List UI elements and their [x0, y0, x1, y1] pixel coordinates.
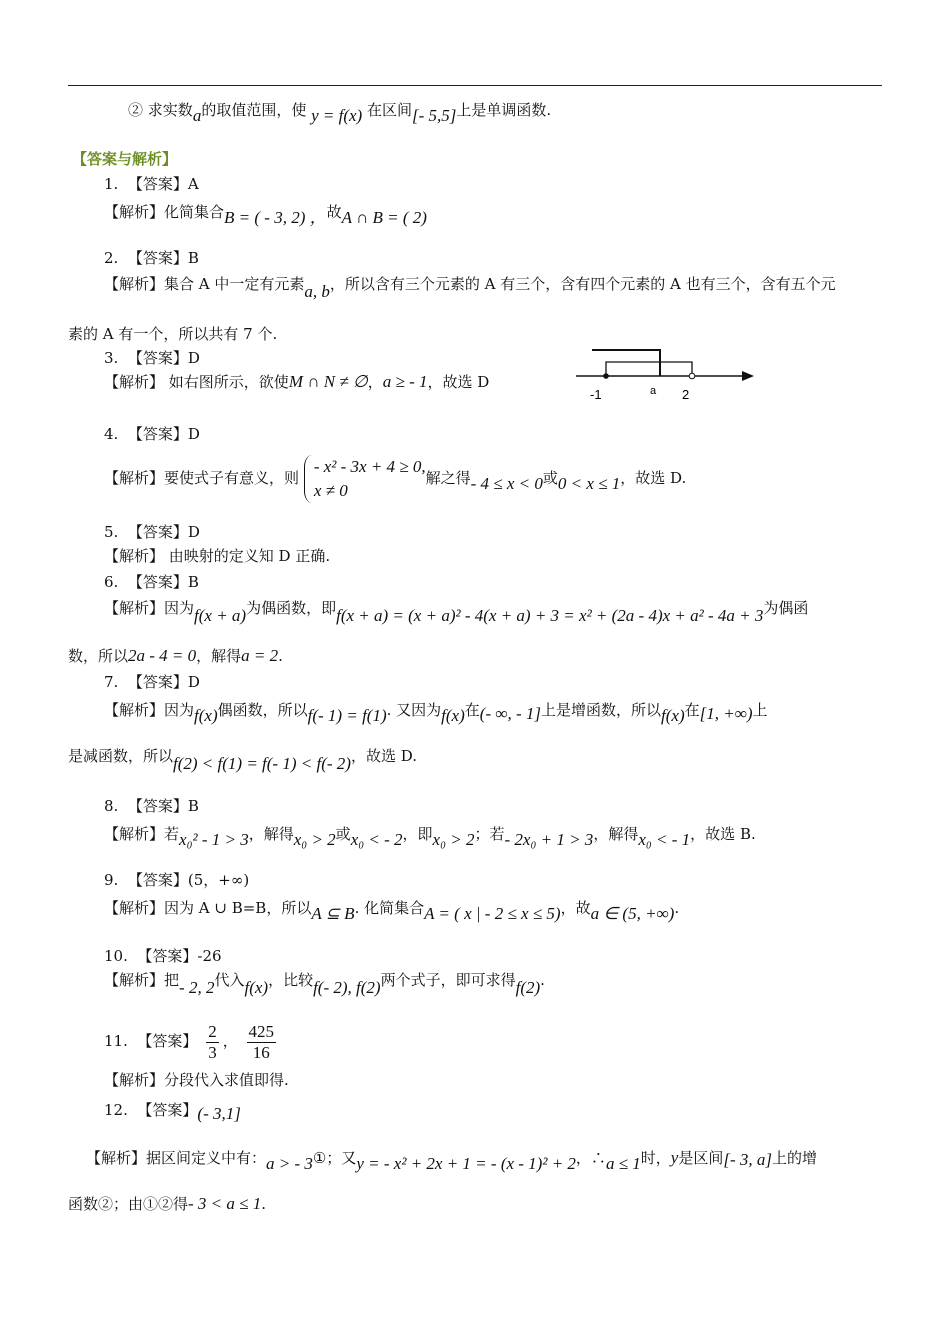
- q2-explanation-2: 素的 A 有一个，所以共有 7 个.: [68, 325, 278, 343]
- fraction-1: $\frac{2}{3}$: [208, 1021, 217, 1062]
- label-2: 2: [682, 387, 690, 402]
- label-a: a: [650, 385, 657, 397]
- set-n-bracket: [606, 362, 692, 376]
- q7-explanation-2: 是减函数，所以f(2) < f(1) = f(- 1) < f(- 2)，故选 D.: [68, 747, 417, 773]
- q10-answer: 10. 【答案】-26: [104, 947, 222, 965]
- section-title: 【答案与解析】: [72, 150, 178, 168]
- q1-explanation: 【解析】化简集合B = ( - 3, 2) ，故A ∩ B = ( 2): [104, 203, 427, 227]
- q11-answer: 11. 【答案】 $\frac{2}{3}$ ， $\frac{425}{16}$: [104, 1021, 274, 1062]
- header-rule: [68, 85, 882, 86]
- q6-explanation-1: 【解析】因为f(x + a)为偶函数，即f(x + a) = (x + a)² - 4(x + a) + 3 = x² + (2a - 4)x + a² - 4a + 3为偶函: [104, 599, 809, 625]
- fraction-2: $\frac{425}{16}$: [248, 1021, 274, 1062]
- label-neg1: -1: [590, 387, 602, 402]
- q4-answer: 4. 【答案】D: [104, 425, 200, 443]
- q1-answer: 1. 【答案】A: [104, 175, 199, 193]
- q5-answer: 5. 【答案】D: [104, 523, 200, 541]
- q11-explanation: 【解析】分段代入求值即得.: [104, 1071, 289, 1089]
- q7-explanation-1: 【解析】因为f(x)偶函数，所以f(- 1) = f(1). 又因为f(x)在(- ∞, - 1]上是增函数，所以f(x)在[1, +∞)上: [104, 701, 768, 725]
- circled-number: ②: [128, 101, 144, 119]
- q9-explanation: 【解析】因为 A ∪ B=B，所以A ⊆ B. 化简集合A = ( x | - 2 ≤ x ≤ 5)，故a ∈ (5, +∞).: [104, 899, 680, 923]
- q8-answer: 8. 【答案】B: [104, 797, 199, 815]
- q7-answer: 7. 【答案】D: [104, 673, 200, 691]
- q4-explanation: 【解析】要使式子有意义，则 - x² - 3x + 4 ≥ 0, x ≠ 0 解之得- 4 ≤ x < 0或0 < x ≤ 1，故选 D.: [104, 450, 686, 506]
- q3-explanation: 【解析】 如右图所示，欲使M ∩ N ≠ ∅，a ≥ - 1，故选 D: [104, 372, 490, 391]
- q6-answer: 6. 【答案】B: [104, 573, 199, 591]
- header-item-2: ② 求实数a的取值范围，使 y = f(x) 在区间[- 5,5]上是单调函数.: [128, 101, 552, 125]
- q10-explanation: 【解析】把- 2, 2代入f(x)，比较f(- 2), f(2)两个式子，即可求得f(2).: [104, 971, 545, 997]
- number-line-figure: [572, 344, 762, 406]
- q12-explanation-1: 【解析】据区间定义中有：a > - 3①；又y = - x² + 2x + 1 = - (x - 1)² + 2，∴a ≤ 1时，y是区间[- 3, a]上的增: [86, 1148, 818, 1173]
- q2-explanation-1: 【解析】集合 A 中一定有元素a, b，所以含有三个元素的 A 有三个，含有四个元素的 A 也有三个，含有五个元: [104, 275, 836, 301]
- q12-explanation-2: 函数②；由①②得- 3 < a ≤ 1.: [68, 1194, 267, 1213]
- q3-answer: 3. 【答案】D: [104, 349, 200, 367]
- q9-answer: 9. 【答案】(5，+∞): [104, 871, 250, 889]
- q6-explanation-2: 数，所以2a - 4 = 0，解得a = 2.: [68, 646, 283, 665]
- set-m-bracket: [592, 350, 660, 376]
- inequality-system: - x² - 3x + 4 ≥ 0, x ≠ 0: [304, 455, 426, 503]
- q8-explanation: 【解析】若x₀² - 1 > 3，解得x₀ > 2或x₀ < - 2，即x₀ > 2；若- 2x₀ + 1 > 3，解得x₀ < - 1，故选 B.: [104, 825, 756, 849]
- arrow-head: [742, 371, 754, 381]
- q5-explanation: 【解析】 由映射的定义知 D 正确.: [104, 547, 331, 565]
- q2-answer: 2. 【答案】B: [104, 249, 199, 267]
- q12-answer: 12. 【答案】(- 3,1]: [104, 1101, 241, 1123]
- open-point: [689, 373, 695, 379]
- filled-point: [603, 373, 609, 379]
